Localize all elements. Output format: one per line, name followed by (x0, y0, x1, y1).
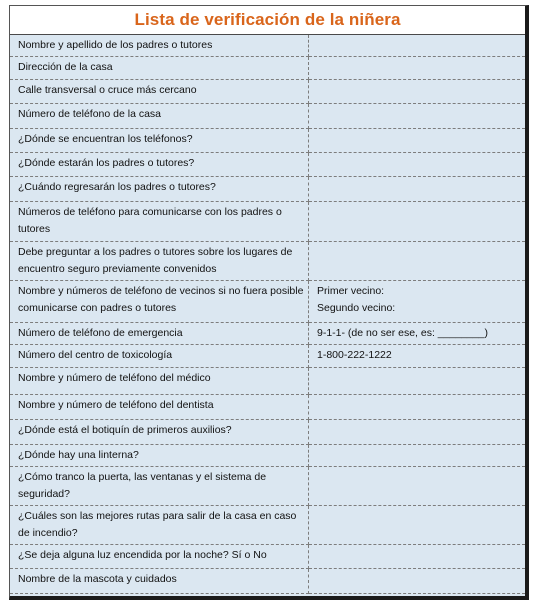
checklist-title: Lista de verificación de la niñera (10, 6, 525, 35)
checklist-sheet (9, 5, 529, 600)
question-cell: Número de teléfono de emergencia (10, 323, 309, 345)
question-cell: Dirección de la casa (10, 57, 309, 80)
checklist-row (10, 368, 525, 395)
answer-text: 9-1-1- (de no ser ese, es: ________) (317, 327, 489, 339)
checklist-row (10, 129, 525, 153)
question-cell: ¿Se deja alguna luz encendida por la noche? Sí o No (10, 545, 309, 569)
answer-cell[interactable] (309, 569, 526, 594)
checklist-row (10, 177, 525, 202)
question-cell: Calle transversal o cruce más cercano (10, 80, 309, 104)
question-cell: Número del centro de toxicología (10, 345, 309, 368)
checklist-row (10, 506, 525, 545)
question-cell: Números de teléfono para comunicarse con los padres o tutores (10, 202, 309, 242)
answer-text: Primer vecino: (317, 285, 385, 297)
question-cell: ¿Cómo tranco la puerta, las ventanas y el sistema de seguridad? (10, 467, 309, 506)
question-cell: Debe preguntar a los padres o tutores sobre los lugares de encuentro seguro previamente convenidos (10, 242, 309, 281)
answer-text: Segundo vecino: (317, 302, 396, 314)
checklist-row (10, 35, 525, 57)
checklist-row (10, 467, 525, 506)
checklist-row (10, 545, 525, 569)
question-cell: ¿Dónde hay una linterna? (10, 445, 309, 467)
answer-cell[interactable] (309, 57, 526, 80)
checklist-row (10, 202, 525, 242)
question-cell: Nombre de la mascota y cuidados (10, 569, 309, 594)
checklist-table (10, 35, 525, 594)
checklist-row (10, 445, 525, 467)
question-cell: Nombre y número de teléfono del médico (10, 368, 309, 395)
answer-cell[interactable] (309, 323, 526, 345)
question-cell: ¿Dónde está el botiquín de primeros auxilios? (10, 420, 309, 445)
answer-cell[interactable] (309, 242, 526, 281)
checklist-row (10, 569, 525, 594)
checklist-row (10, 104, 525, 129)
answer-cell[interactable] (309, 545, 526, 569)
checklist-row (10, 153, 525, 177)
answer-text: 1-800-222-1222 (317, 349, 392, 361)
answer-cell[interactable] (309, 202, 526, 242)
answer-cell[interactable] (309, 420, 526, 445)
answer-cell[interactable] (309, 129, 526, 153)
checklist-row (10, 323, 525, 345)
answer-cell[interactable] (309, 395, 526, 420)
checklist-row (10, 420, 525, 445)
answer-cell[interactable] (309, 368, 526, 395)
question-cell: Nombre y número de teléfono del dentista (10, 395, 309, 420)
answer-cell[interactable] (309, 445, 526, 467)
checklist-rows (10, 35, 525, 594)
checklist-row (10, 345, 525, 368)
question-cell: Nombre y apellido de los padres o tutores (10, 35, 309, 57)
answer-cell[interactable] (309, 177, 526, 202)
question-cell: ¿Cuándo regresarán los padres o tutores? (10, 177, 309, 202)
question-cell: ¿Dónde estarán los padres o tutores? (10, 153, 309, 177)
checklist-row (10, 281, 525, 323)
answer-cell[interactable] (309, 506, 526, 545)
checklist-row (10, 242, 525, 281)
answer-cell[interactable] (309, 467, 526, 506)
question-cell: ¿Cuáles son las mejores rutas para salir de la casa en caso de incendio? (10, 506, 309, 545)
checklist-row (10, 80, 525, 104)
answer-cell[interactable] (309, 153, 526, 177)
answer-cell[interactable] (309, 281, 526, 323)
question-cell: ¿Dónde se encuentran los teléfonos? (10, 129, 309, 153)
checklist-row (10, 395, 525, 420)
answer-cell[interactable] (309, 80, 526, 104)
checklist-row (10, 57, 525, 80)
question-cell: Número de teléfono de la casa (10, 104, 309, 129)
answer-cell[interactable] (309, 104, 526, 129)
answer-cell[interactable] (309, 35, 526, 57)
question-cell: Nombre y números de teléfono de vecinos si no fuera posible comunicarse con padres o tutores (10, 281, 309, 323)
answer-cell[interactable] (309, 345, 526, 368)
